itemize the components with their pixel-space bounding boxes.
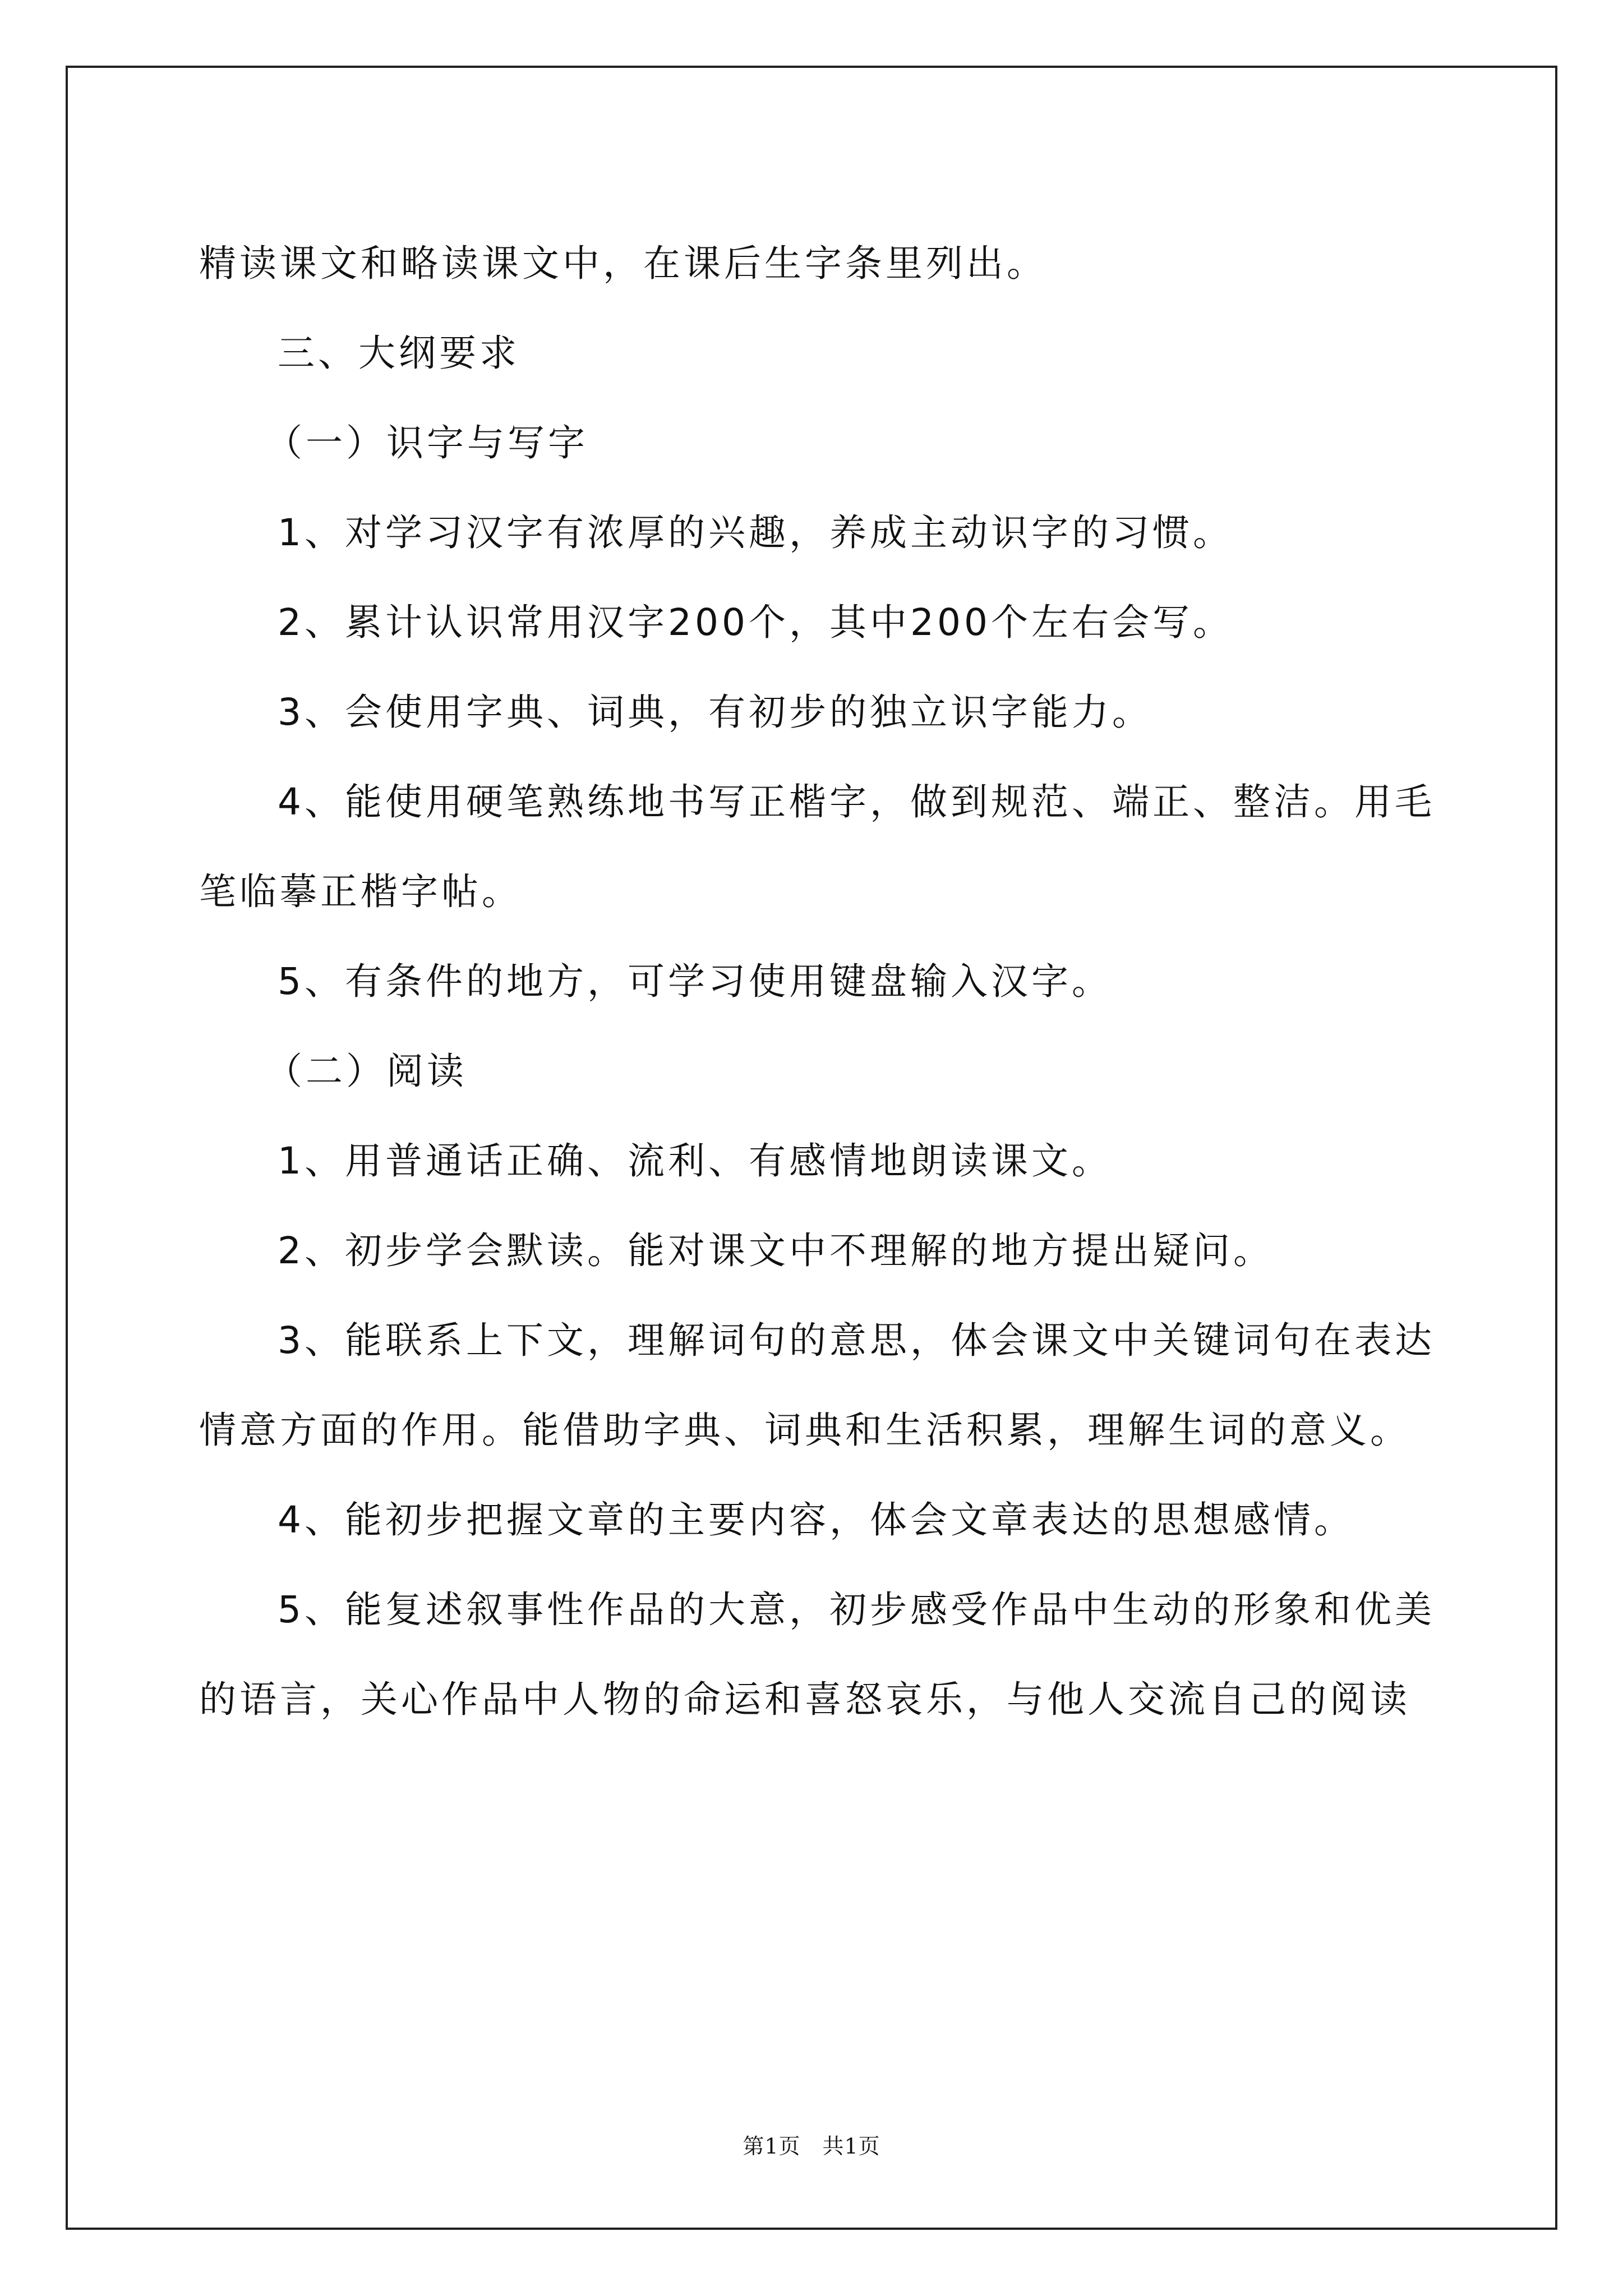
text-line: 精读课文和略读课文中，在课后生字条里列出。 <box>199 242 1047 285</box>
list-item: 2、累计认识常用汉字200个，其中200个左右会写。 <box>278 601 1233 644</box>
list-item: 2、初步学会默读。能对课文中不理解的地方提出疑问。 <box>278 1229 1274 1272</box>
list-item: 3、会使用字典、词典，有初步的独立识字能力。 <box>278 691 1152 734</box>
page-number: 第1页 共1页 <box>743 2134 880 2159</box>
subsection-heading: （二）阅读 <box>265 1050 467 1093</box>
list-item: 5、能复述叙事性作品的大意，初步感受作品中生动的形象和优美 <box>278 1588 1435 1631</box>
list-item: 1、对学习汉字有浓厚的兴趣，养成主动识字的习惯。 <box>278 511 1233 554</box>
text-line: 的语言，关心作品中人物的命运和喜怒哀乐，与他人交流自己的阅读 <box>199 1678 1410 1721</box>
list-item: 1、用普通话正确、流利、有感情地朗读课文。 <box>278 1139 1112 1182</box>
subsection-heading: （一）识字与写字 <box>265 421 588 464</box>
list-item: 4、能初步把握文章的主要内容，体会文章表达的思想感情。 <box>278 1498 1354 1542</box>
list-item: 3、能联系上下文，理解词句的意思，体会课文中关键词句在表达 <box>278 1319 1435 1362</box>
document-body <box>199 219 1436 1745</box>
text-line: 情意方面的作用。能借助字典、词典和生活积累，理解生词的意义。 <box>199 1409 1410 1452</box>
list-item: 4、能使用硬笔熟练地书写正楷字，做到规范、端正、整洁。用毛 <box>278 780 1435 823</box>
text-line: 笔临摹正楷字帖。 <box>199 870 522 913</box>
section-heading: 三、大纲要求 <box>278 332 520 375</box>
list-item: 5、有条件的地方，可学习使用键盘输入汉字。 <box>278 960 1112 1003</box>
